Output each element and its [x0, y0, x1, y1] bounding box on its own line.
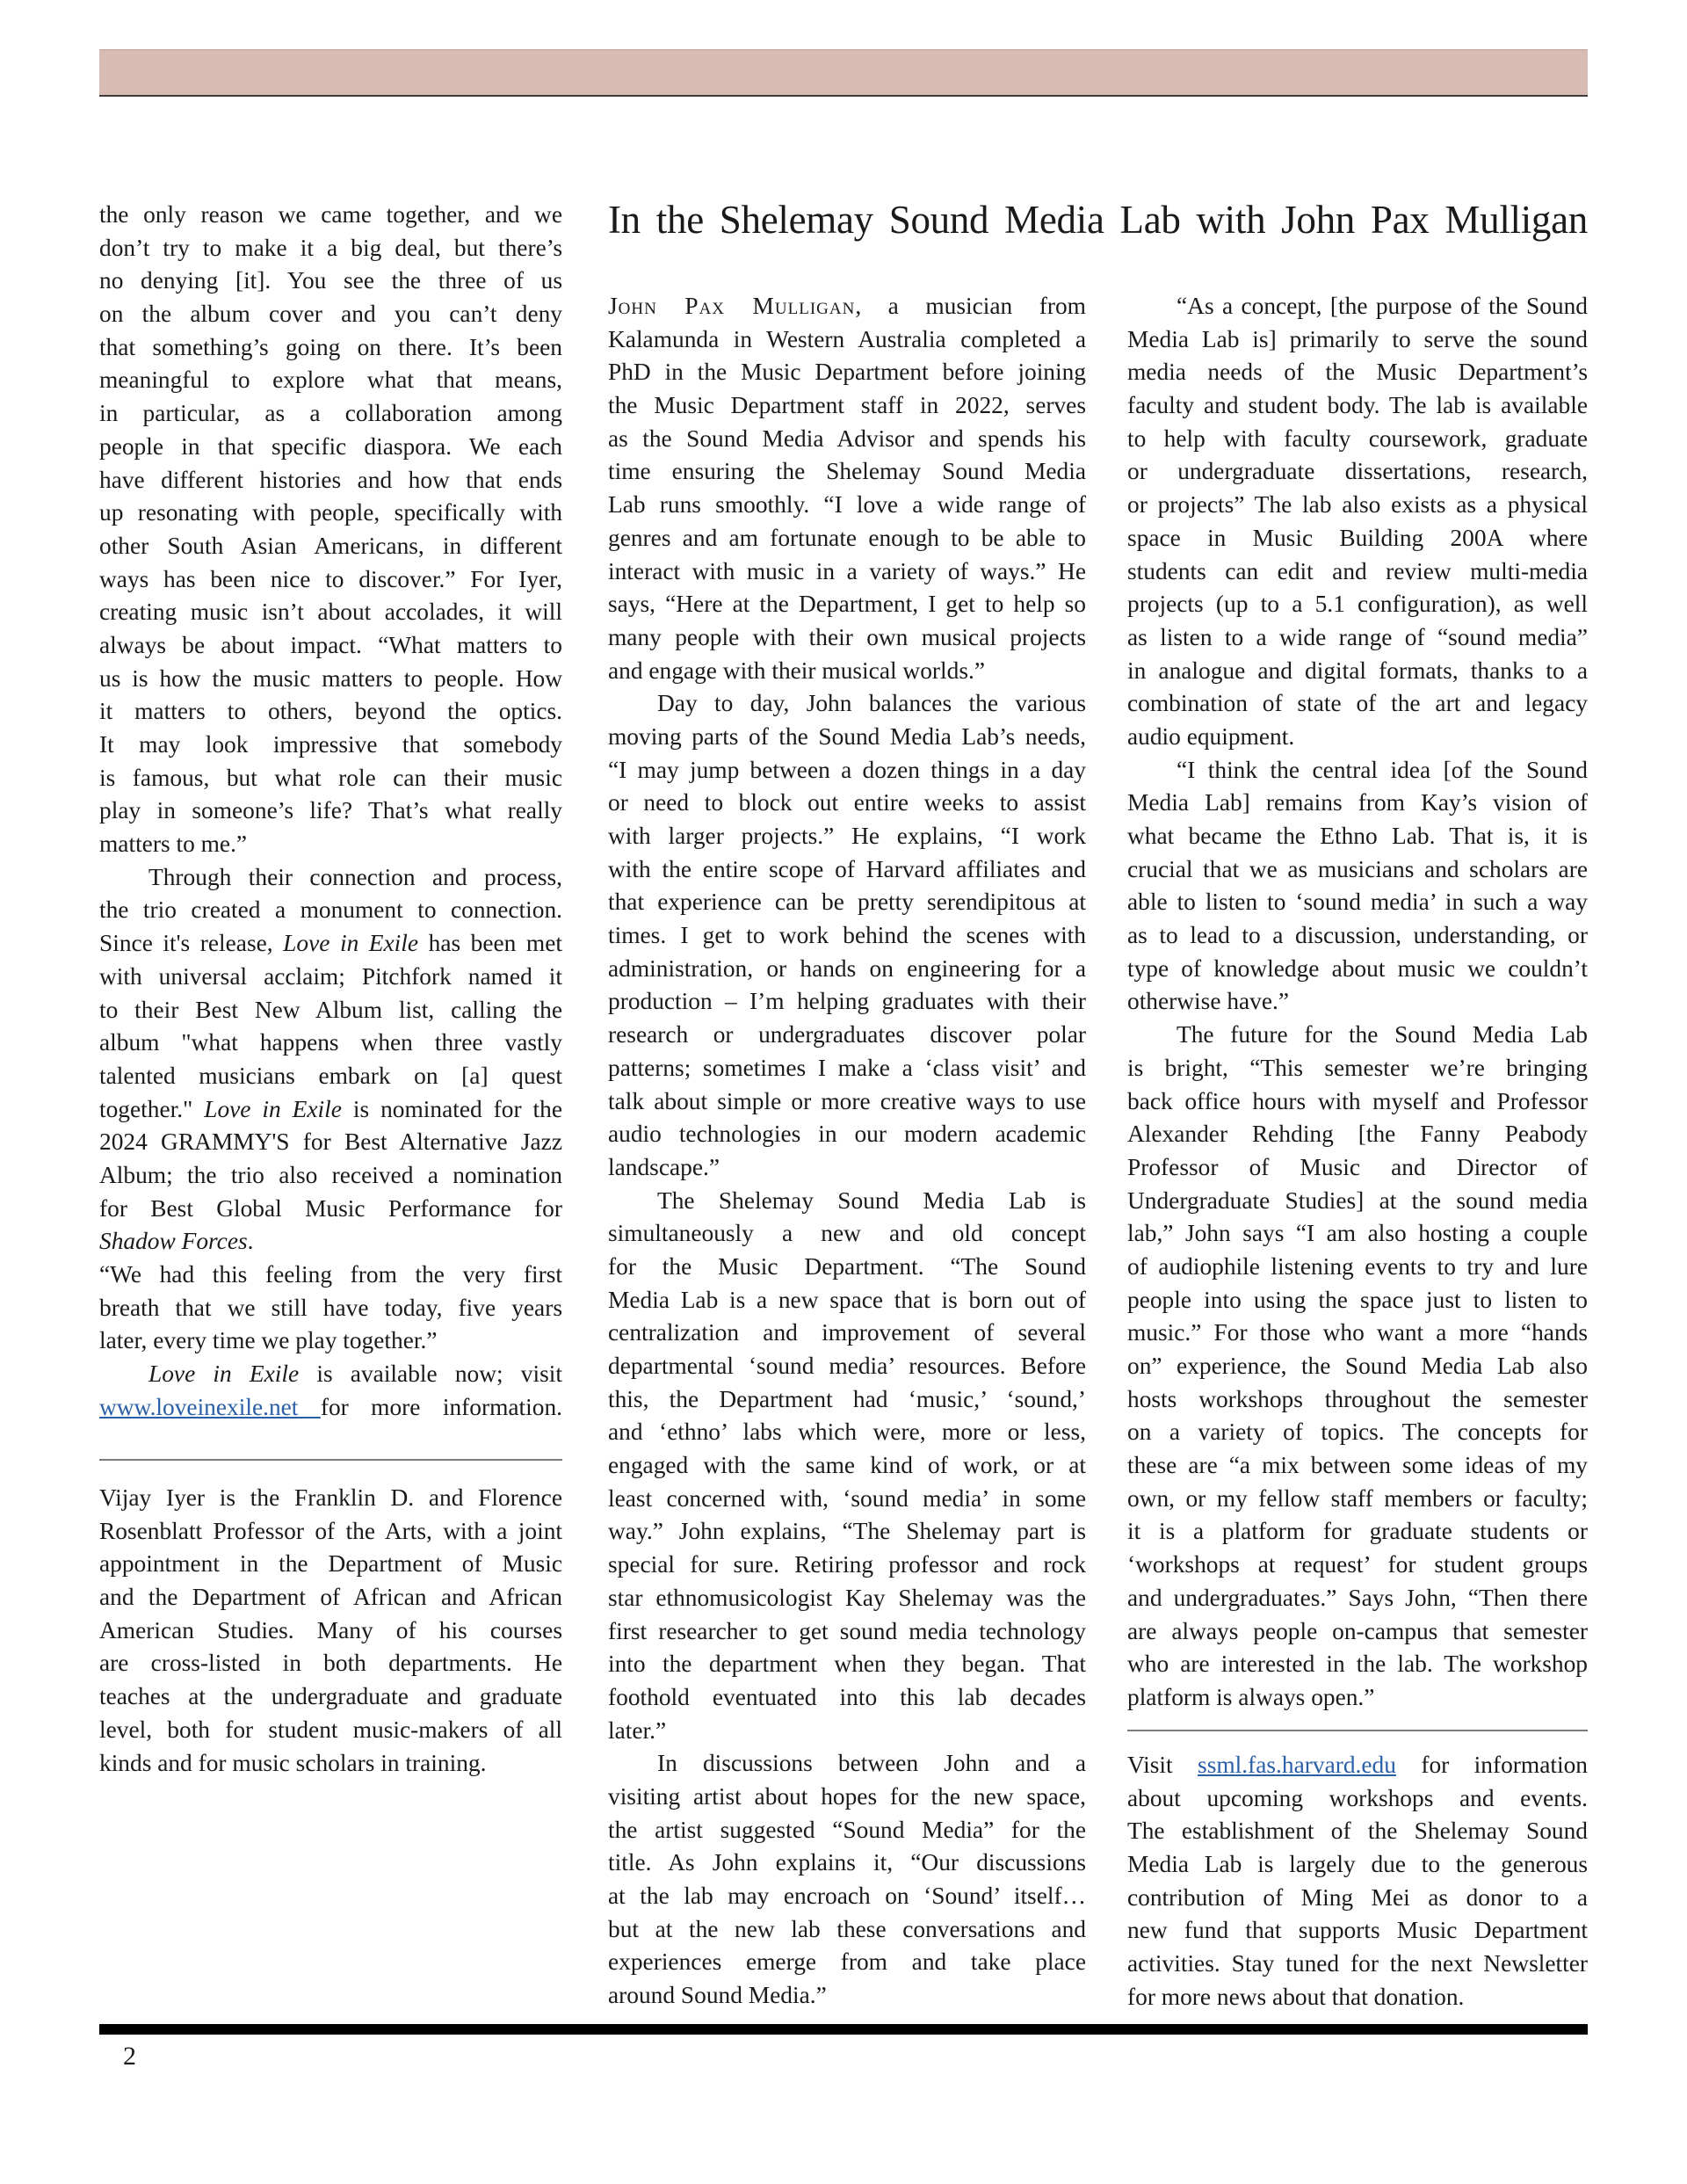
text-line: type of knowledge about music we couldn’t [1127, 954, 1588, 982]
text-line: The establishment of the Shelemay Sound [1127, 1818, 1588, 1845]
text-line: play in someone’s life? That’s what really [99, 797, 562, 824]
text-line: contribution of Ming Mei as donor to a [1127, 1883, 1588, 1911]
text-line: many people with their own musical projects [608, 623, 1086, 650]
text-line: don’t try to make it a big deal, but there’s [99, 234, 562, 261]
text-line: with universal acclaim; Pitchfork named it [99, 962, 562, 990]
text-line: always be about impact. “What matters to [99, 631, 562, 658]
text-line: ways has been nice to discover.” For Iyer, [99, 565, 562, 592]
text-line: breath that we still have today, five years [99, 1294, 562, 1321]
text-line: otherwise have.” [1127, 988, 1290, 1015]
text-fragment: Visit [1127, 1752, 1173, 1778]
text-line: times. I get to work behind the scenes with [608, 922, 1086, 949]
text-line: us is how the music matters to people. How [99, 664, 562, 692]
text-line [99, 1358, 562, 1391]
text-line: Vijay Iyer is the Franklin D. and Florence [99, 1484, 562, 1511]
text-line: American Studies. Many of his courses [99, 1616, 562, 1643]
text-fragment: , a musician from [855, 293, 1086, 319]
text-line [99, 1391, 562, 1425]
text-line: for the Music Department. “The Sound [608, 1252, 1086, 1280]
loveinexile-link[interactable]: www.loveinexile.net [99, 1393, 321, 1420]
text-line: for Best Global Music Performance for [99, 1194, 562, 1222]
text-line: Kalamunda in Western Australia completed a [608, 325, 1086, 352]
text-line: It may look impressive that somebody [99, 731, 562, 758]
text-line: Media Lab] remains from Kay’s vision of [1127, 789, 1588, 816]
text-line: that something’s going on there. It’s been [99, 333, 562, 360]
text-line: The future for the Sound Media Lab [1177, 1021, 1588, 1048]
text-line: media needs of the Music Department’s [1127, 359, 1588, 386]
text-line: in analogue and digital formats, thanks to a [1127, 657, 1588, 684]
text-line: other South Asian Americans, in different [99, 532, 562, 559]
text-line [99, 1225, 562, 1259]
author-bio [99, 1482, 562, 1780]
text-fragment: together." [99, 1095, 193, 1122]
text-line: experiences emerge from and take place [608, 1948, 1086, 1976]
text-line: of audiophile listening events to try and lure [1127, 1252, 1588, 1280]
text-line: ‘workshops at request’ for student groups [1127, 1551, 1588, 1578]
text-line: foothold eventuated into this lab decades [608, 1683, 1086, 1710]
text-line: production – I’m helping graduates with their [608, 988, 1086, 1015]
text-line: space in Music Building 200A where [1127, 524, 1588, 551]
text-line: combination of state of the art and legacy [1127, 690, 1588, 717]
text-line: it is a platform for graduate students or [1127, 1518, 1588, 1545]
page-footer-bar [99, 2024, 1588, 2035]
article-column-middle [608, 290, 1086, 2013]
text-line: Rosenblatt Professor of the Arts, with a joint [99, 1517, 562, 1544]
text-line: 2024 GRAMMY'S for Best Alternative Jazz [99, 1128, 562, 1156]
text-line: says, “Here at the Department, I get to help so [608, 591, 1086, 618]
text-line: have different histories and how that ends [99, 466, 562, 493]
text-line: hosts workshops throughout the semester [1127, 1385, 1588, 1412]
text-line: and the Department of African and African [99, 1584, 562, 1611]
text-line: title. As John explains it, “Our discussions [608, 1849, 1086, 1876]
text-line: visiting artist about hopes for the new space, [608, 1782, 1086, 1810]
text-line: projects (up to a 5.1 configuration), as well [1127, 591, 1588, 618]
text-line: Media Lab is] primarily to serve the sound [1127, 325, 1588, 352]
album-title: Love in Exile [283, 930, 419, 957]
text-line: engaged with the same kind of work, or at [608, 1452, 1086, 1479]
text-line: or undergraduate dissertations, research, [1127, 458, 1588, 485]
text-line: new fund that supports Music Department [1127, 1917, 1588, 1944]
text-line: time ensuring the Shelemay Sound Media [608, 458, 1086, 485]
text-line: music.” For those who want a more “hands [1127, 1319, 1588, 1346]
text-line: this, the Department had ‘music,’ ‘sound,’ [608, 1385, 1086, 1412]
section-divider [1127, 1730, 1588, 1731]
lead-name: John Pax Mulligan [608, 293, 856, 319]
text-line: but at the new lab these conversations and [608, 1915, 1086, 1942]
text-line: “I think the central idea [of the Sound [1177, 756, 1588, 783]
text-line: activities. Stay tuned for the next Newsletter [1127, 1950, 1588, 1977]
text-line: that experience can be pretty serendipitous at [608, 889, 1086, 916]
text-line: administration, or hands on engineering for a [608, 954, 1086, 982]
text-line: on the album cover and you can’t deny [99, 301, 562, 328]
text-line [608, 290, 1086, 323]
text-line: for more news about that donation. [1127, 1983, 1465, 2010]
section-divider [99, 1459, 562, 1461]
text-line: able to listen to ‘sound media’ in such a way [1127, 889, 1588, 916]
ssml-website-link[interactable]: ssml.fas.harvard.edu [1198, 1752, 1396, 1778]
text-line: or need to block out entire weeks to assist [608, 789, 1086, 816]
text-line: with larger projects.” He explains, “I work [608, 823, 1086, 849]
text-line: meaningful to explore what that means, [99, 366, 562, 394]
text-line: platform is always open.” [1127, 1683, 1375, 1710]
text-line: lab,” John says “I am also hosting a couple [1127, 1220, 1588, 1247]
text-line: kinds and for music scholars in training. [99, 1749, 487, 1776]
text-fragment: is available now; visit [316, 1360, 562, 1388]
album-title: Love in Exile [204, 1095, 342, 1122]
text-line: what became the Ethno Lab. That is, it is [1127, 823, 1588, 849]
text-line: audio technologies in our modern academic [608, 1121, 1086, 1148]
text-line [1127, 1749, 1588, 1782]
text-line: on a variety of topics. The concepts for [1127, 1419, 1588, 1446]
text-line: teaches at the undergraduate and graduate [99, 1683, 562, 1710]
text-fragment: is nominated for the [352, 1095, 562, 1122]
text-line: audio equipment. [1127, 722, 1295, 750]
text-line: are always people on-campus that semester [1127, 1617, 1588, 1644]
text-line: or projects” The lab also exists as a physical [1127, 491, 1588, 519]
text-fragment: Since it's release, [99, 930, 273, 957]
text-line: the artist suggested “Sound Media” for the [608, 1816, 1086, 1843]
text-line: at the lab may encroach on ‘Sound’ itself… [608, 1883, 1086, 1909]
text-line: Through their connection and process, [148, 863, 562, 890]
text-line: star ethnomusicologist Kay Shelemay was the [608, 1584, 1086, 1611]
text-line: to their Best New Album list, calling the [99, 996, 562, 1023]
song-title: Shadow Forces [99, 1228, 248, 1255]
text-line: Professor of Music and Director of [1127, 1153, 1588, 1180]
text-line: back office hours with myself and Professor [1127, 1087, 1588, 1114]
text-line: on” experience, the Sound Media Lab also [1127, 1353, 1588, 1379]
text-line: talented musicians embark on [a] quest [99, 1062, 562, 1089]
text-line: Lab runs smoothly. “I love a wide range of [608, 491, 1086, 519]
text-line: talk about simple or more creative ways to use [608, 1087, 1086, 1114]
text-line: and engage with their musical worlds.” [608, 657, 985, 684]
text-line: genres and am fortunate enough to be able to [608, 524, 1086, 551]
text-line: moving parts of the Sound Media Lab’s needs, [608, 722, 1086, 750]
text-line: simultaneously a new and old concept [608, 1220, 1086, 1247]
lab-info-note [1127, 1749, 1588, 2014]
text-line: creating music isn’t about accolades, it will [99, 599, 562, 626]
text-line: The Shelemay Sound Media Lab is [657, 1186, 1086, 1214]
text-line: who are interested in the lab. The workshop [1127, 1651, 1588, 1678]
text-line: and ‘ethno’ labs which were, more or less, [608, 1419, 1086, 1446]
text-line: Media Lab is largely due to the generous [1127, 1851, 1588, 1878]
text-line [99, 927, 562, 961]
page-number: 2 [123, 2042, 136, 2071]
text-line: Undergraduate Studies] at the sound media [1127, 1186, 1588, 1214]
text-line: departmental ‘sound media’ resources. Before [608, 1353, 1086, 1379]
text-line: “As a concept, [the purpose of the Sound [1177, 293, 1588, 319]
text-line: Album; the trio also received a nomination [99, 1161, 562, 1188]
text-line: with the entire scope of Harvard affiliates and [608, 855, 1086, 882]
left-article-continuation [99, 199, 562, 1424]
text-line: first researcher to get sound media technology [608, 1617, 1086, 1644]
text-line: research or undergraduates discover polar [608, 1021, 1086, 1048]
text-line: interact with music in a variety of ways.” He [608, 557, 1086, 584]
text-line: are cross-listed in both departments. He [99, 1650, 562, 1677]
text-line: is famous, but what role can their music [99, 764, 562, 791]
page-header-bar [99, 49, 1588, 97]
text-line: is bright, “This semester we’re bringing [1127, 1054, 1588, 1081]
text-line: patterns; sometimes I make a ‘class visit’ and [608, 1054, 1086, 1081]
text-fragment: for more information. [320, 1393, 563, 1420]
text-line: and undergraduates.” Says John, “Then there [1127, 1584, 1588, 1611]
text-line: Alexander Rehding [the Fanny Peabody [1127, 1121, 1588, 1148]
text-line: as to lead to a discussion, understanding, or [1127, 922, 1588, 949]
text-line: Media Lab is a new space that is born out of [608, 1286, 1086, 1313]
text-fragment: has been met [428, 930, 562, 957]
text-line: PhD in the Music Department before joining [608, 359, 1086, 386]
article-title: In the Shelemay Sound Media Lab with John Pax Mulligan [608, 198, 1588, 242]
text-line: it matters to others, beyond the optics. [99, 698, 562, 725]
text-line: the trio created a monument to connection. [99, 896, 562, 924]
text-line: later, every time we play together.” [99, 1327, 438, 1354]
text-line: students can edit and review multi-media [1127, 557, 1588, 584]
text-line: crucial that we as musicians and scholars are [1127, 855, 1588, 882]
text-line: into the department when they began. That [608, 1651, 1086, 1678]
text-line: own, or my fellow staff members or faculty; [1127, 1484, 1588, 1512]
text-line [99, 1093, 562, 1127]
text-line: around Sound Media.” [608, 1982, 827, 2009]
text-fragment: . [247, 1228, 254, 1255]
text-line: as the Sound Media Advisor and spends his [608, 424, 1086, 452]
text-line: Day to day, John balances the various [657, 690, 1086, 717]
text-line: to help with faculty coursework, graduate [1127, 424, 1588, 452]
text-line: least concerned with, ‘sound media’ in some [608, 1484, 1086, 1512]
text-line: no denying [it]. You see the three of us [99, 267, 562, 294]
text-line: landscape.” [608, 1153, 720, 1180]
text-line: album "what happens when three vastly [99, 1029, 562, 1056]
album-title: Love in Exile [148, 1360, 300, 1388]
text-line: faculty and student body. The lab is available [1127, 392, 1588, 419]
text-line: up resonating with people, specifically with [99, 499, 562, 526]
text-line: these are “a mix between some ideas of my [1127, 1452, 1588, 1479]
text-fragment: for information [1421, 1752, 1588, 1778]
text-line: later.” [608, 1716, 667, 1744]
text-line: people into using the space just to listen to [1127, 1286, 1588, 1313]
article-column-right [1127, 290, 1588, 1715]
text-line: about upcoming workshops and events. [1127, 1784, 1588, 1811]
text-line: the only reason we came together, and we [99, 201, 562, 228]
text-line: way.” John explains, “The Shelemay part is [608, 1518, 1086, 1545]
text-line: centralization and improvement of several [608, 1319, 1086, 1346]
text-line: level, both for student music-makers of all [99, 1716, 562, 1743]
text-line: In discussions between John and a [657, 1750, 1086, 1777]
text-line: the Music Department staff in 2022, serves [608, 392, 1086, 419]
text-line: in particular, as a collaboration among [99, 400, 562, 427]
text-line: appointment in the Department of Music [99, 1550, 562, 1578]
text-line: “We had this feeling from the very first [99, 1261, 562, 1288]
text-line: “I may jump between a dozen things in a day [608, 756, 1086, 783]
text-line: as listen to a wide range of “sound media” [1127, 623, 1588, 650]
text-line: people in that specific diaspora. We each [99, 432, 562, 460]
text-line: special for sure. Retiring professor and rock [608, 1551, 1086, 1578]
text-line: matters to me.” [99, 831, 248, 858]
